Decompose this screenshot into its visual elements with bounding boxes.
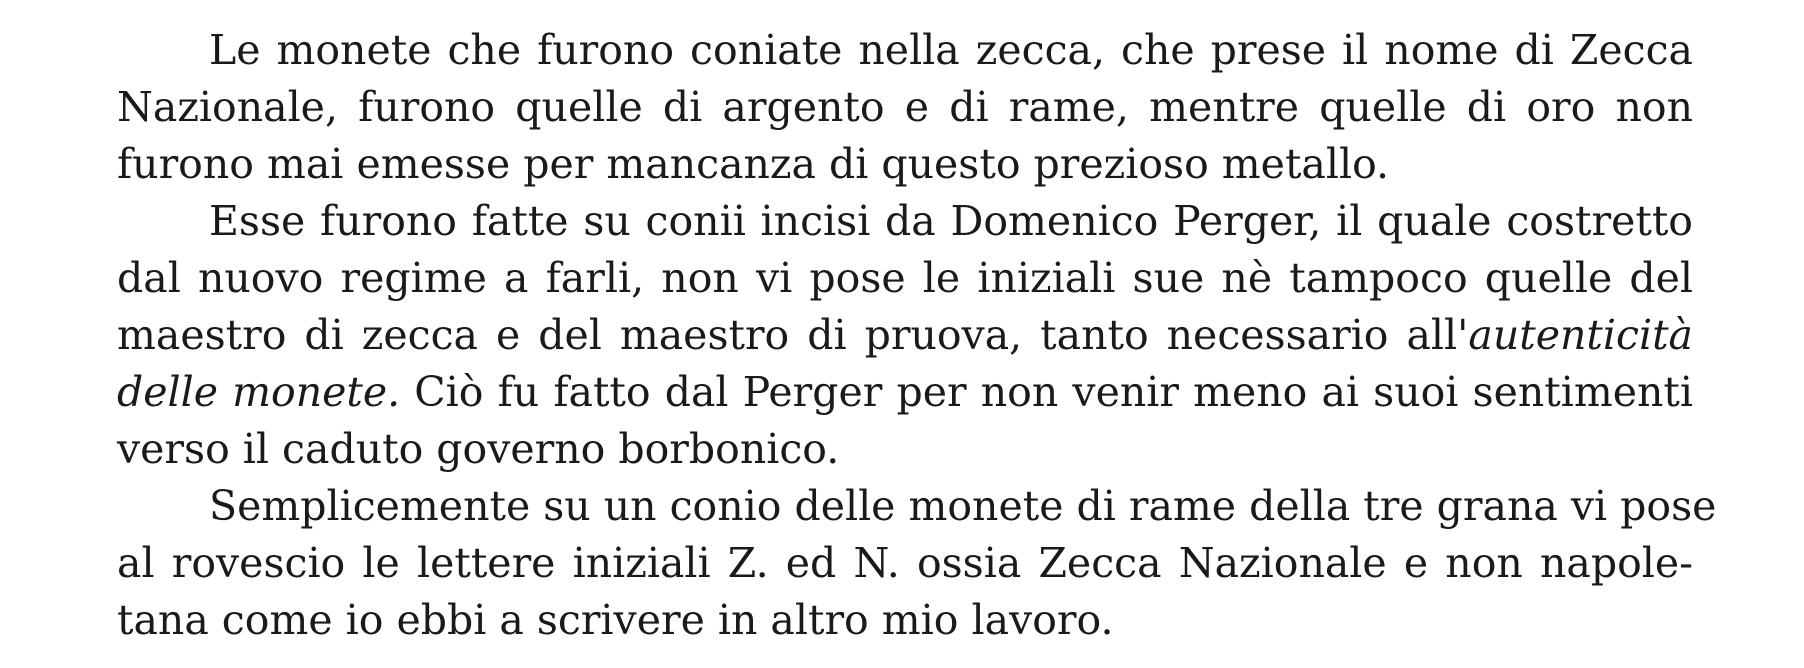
text-line: furono mai emesse per mancanza di questo prezioso metallo. [117,140,1390,188]
text-segment: Ciò fu fatto dal Perger per non venir meno ai suoi sentimenti [400,368,1693,416]
text-segment: maestro di zecca e del maestro di pruova, tanto necessario all' [117,311,1469,359]
paragraph-2 [117,193,1693,478]
italic-phrase: delle monete. [117,368,401,416]
text-line: Semplicemente su un conio delle monete di rame della tre grana vi pose [209,482,1717,530]
paragraph-3 [117,478,1717,649]
text-line: al rovescio le lettere iniziali Z. ed N. ossia Zecca Nazionale e non napole- [117,539,1693,587]
text-line: Esse furono fatte su conii incisi da Domenico Perger, il quale costretto [209,197,1693,245]
text-line [117,364,1693,421]
text-line: dal nuovo regime a farli, non vi pose le iniziali sue nè tampoco quelle del [117,254,1693,302]
text-line: tana come io ebbi a scrivere in altro mio lavoro. [117,596,1114,644]
paragraph-1 [117,22,1693,193]
italic-phrase: autenticità [1468,311,1693,359]
text-line: Le monete che furono coniate nella zecca, che prese il nome di Zecca [209,26,1693,74]
text-line: verso il caduto governo borbonico. [117,425,840,473]
body-text [117,22,1717,649]
text-line [117,307,1693,364]
text-line: Nazionale, furono quelle di argento e di rame, mentre quelle di oro non [117,83,1693,131]
